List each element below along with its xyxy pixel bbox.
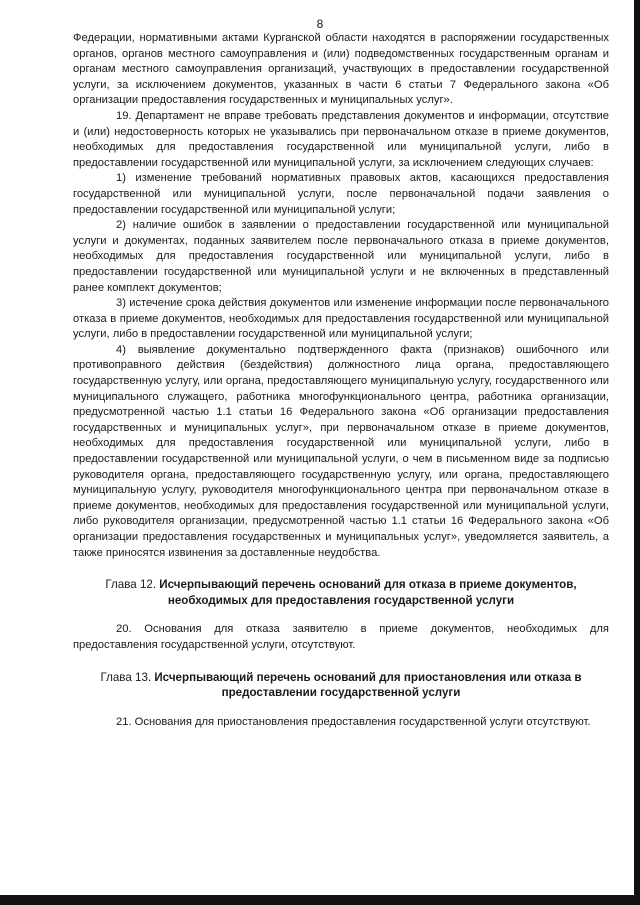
paragraph-21: 21. Основания для приостановления предоставления государственной услуги отсутствуют.	[116, 715, 591, 728]
list-item-3: 3) истечение срока действия документов или изменение информации после первоначального отказа в приеме документов, необходимых для предоставления государственной или муниципальной услуги, либо в предоставлении государственной или муниципальной услуги;	[73, 297, 609, 341]
scan-edge-right	[634, 0, 640, 905]
paragraph-19: 19. Департамент не вправе требовать представления документов и информации, отсутствие и (или) недостоверность которых не указывались при первоначальном отказе в приеме документов, необходимых для предоставления государственной или муниципальной услуги, либо в предоставлении государственной или муниципальной услуги, за исключением следующих случаев:	[73, 109, 609, 169]
document-body	[73, 31, 609, 730]
chapter-13-title: Исчерпывающий перечень оснований для приостановления или отказа в предоставлении государственной услуги	[154, 670, 582, 700]
chapter-13-number: Глава 13.	[100, 670, 152, 684]
scan-edge-bottom	[0, 895, 640, 905]
list-item-2: 2) наличие ошибок в заявлении о предоставлении государственной или муниципальной услуги и документах, поданных заявителем после первоначального отказа в приеме документов, необходимых для предоставления государственной или муниципальной услуги, либо в предоставлении государственной или муниципальной услуги и не включенных в представленный ранее комплект документов;	[73, 219, 609, 294]
chapter-12-heading	[73, 577, 609, 608]
list-item-1: 1) изменение требований нормативных правовых актов, касающихся предоставления государственной или муниципальной услуги, после первоначальной подачи заявления о предоставлении государственной или муниципальной услуги;	[73, 172, 609, 216]
chapter-12-number: Глава 12.	[105, 578, 157, 592]
paragraph-20: 20. Основания для отказа заявителю в приеме документов, необходимых для предоставления государственной услуги, отсутствуют.	[73, 623, 609, 651]
list-item-4: 4) выявление документально подтвержденного факта (признаков) ошибочного или противоправного действия (бездействия) должностного лица органа, предоставляющего государственную услугу, или органа, предоставляющего муниципальную услугу, государственного или муниципального служащего, работника многофункционального центра, работника организации, предусмотренной частью 1.1 статьи 16 Федерального закона «Об организации предоставления государственных и муниципальных услуг», при первоначальном отказе в приеме документов, необходимых для предоставления государственной или муниципальной услуги, либо в предоставлении государственной или муниципальной услуги, о чем в письменном виде за подписью руководителя органа, предоставляющего государственную услугу, или органа, предоставляющего муниципальную услугу, руководителя многофункционального центра при первоначальном отказе в приеме документов, необходимых для предоставления государственной или муниципальной услуги, либо руководителя организации, предусмотренной частью 1.1 статьи 16 Федерального закона «Об организации предоставления государственных и муниципальных услуг», уведомляется заявитель, а также приносятся извинения за доставленные неудобства.	[73, 343, 609, 559]
page-number: 8	[316, 17, 324, 31]
paragraph-continuation: Федерации, нормативными актами Курганской области находятся в распоряжении государственных органов, органов местного самоуправления и (или) подведомственных государственным органам и органам местного самоуправления организаций, участвующих в предоставлении государственной услуги, за исключением документов, указанных в части 6 статьи 7 Федерального закона «Об организации предоставления государственных и муниципальных услуг».	[73, 32, 609, 107]
chapter-13-heading	[73, 670, 609, 701]
chapter-12-title: Исчерпывающий перечень оснований для отказа в приеме документов, необходимых для предоставления государственной услуги	[159, 578, 577, 607]
